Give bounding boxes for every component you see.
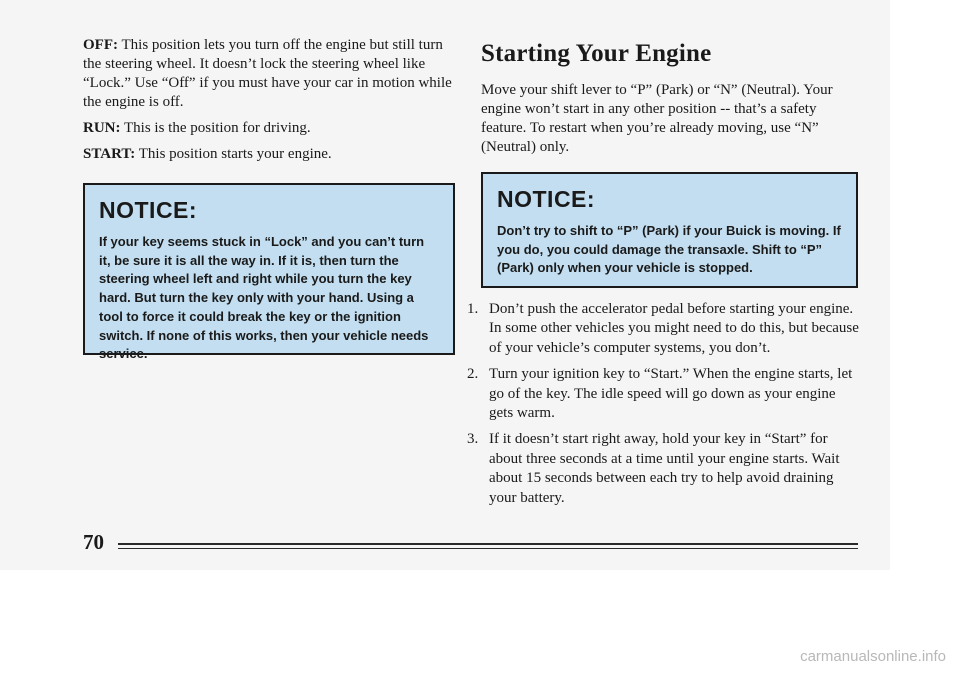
off-text: This position lets you turn off the engine but still turn the steering wheel. It doesn’t lock the steering wheel like “Lock.” Use “Off” if you must have your car in motion while the engine is off. bbox=[83, 37, 452, 110]
list-item bbox=[465, 365, 860, 423]
footer-rule bbox=[118, 543, 858, 545]
notice-box-ignition-lock bbox=[83, 183, 455, 362]
notice-heading: NOTICE: bbox=[497, 186, 596, 212]
off-term: OFF: bbox=[83, 37, 118, 53]
left-column bbox=[83, 36, 455, 171]
off-paragraph bbox=[83, 36, 455, 112]
list-item bbox=[465, 430, 860, 508]
start-paragraph bbox=[83, 145, 455, 164]
notice-heading: NOTICE: bbox=[99, 197, 198, 223]
notice-body: Don’t try to shift to “P” (Park) if your Buick is moving. If you do, you could damage the transaxle. Shift to “P” (Park) only when your vehicle is stopped. bbox=[497, 223, 841, 276]
start-text: This position starts your engine. bbox=[138, 146, 332, 162]
footer-rule-thin bbox=[118, 548, 858, 549]
starting-steps-list bbox=[465, 300, 860, 515]
step-text: Turn your ignition key to “Start.” When the engine starts, let go of the key. The idle speed will go down as your engine gets warm. bbox=[489, 366, 853, 422]
intro-paragraph: Move your shift lever to “P” (Park) or “N” (Neutral). Your engine won’t start in any other position -- that’s a safety feature. To restart when you’re already moving, use “N” (Neutral) only. bbox=[481, 82, 833, 155]
start-term: START: bbox=[83, 146, 136, 162]
notice-body: If your key seems stuck in “Lock” and you can’t turn it, be sure it is all the way in. If it is, then turn the steering wheel left and right while you turn the key hard. But turn the key only with your hand. Using a tool to force it could break the key or the ignition switch. If none of this works, then your vehicle needs service. bbox=[99, 234, 429, 362]
run-paragraph bbox=[83, 119, 455, 138]
step-number: 3. bbox=[467, 431, 479, 448]
step-number: 2. bbox=[467, 366, 479, 383]
page-number: 70 bbox=[83, 530, 104, 554]
run-term: RUN: bbox=[83, 120, 121, 136]
step-text: If it doesn’t start right away, hold your key in “Start” for about three seconds at a time until your engine starts. Wait about 15 seconds between each try to help avoid draining your battery. bbox=[489, 431, 840, 506]
step-number: 1. bbox=[467, 301, 479, 317]
step-text: Don’t push the accelerator pedal before starting your engine. In some other vehicles you might need to do this, but because of your vehicle’s computer systems, you don’t. bbox=[489, 301, 859, 356]
run-text: This is the position for driving. bbox=[123, 120, 311, 136]
list-item bbox=[465, 300, 860, 358]
watermark-text: carmanualsonline.info bbox=[800, 648, 946, 665]
right-column bbox=[481, 36, 858, 164]
notice-box-park bbox=[481, 172, 858, 288]
section-title: Starting Your Engine bbox=[481, 40, 712, 67]
